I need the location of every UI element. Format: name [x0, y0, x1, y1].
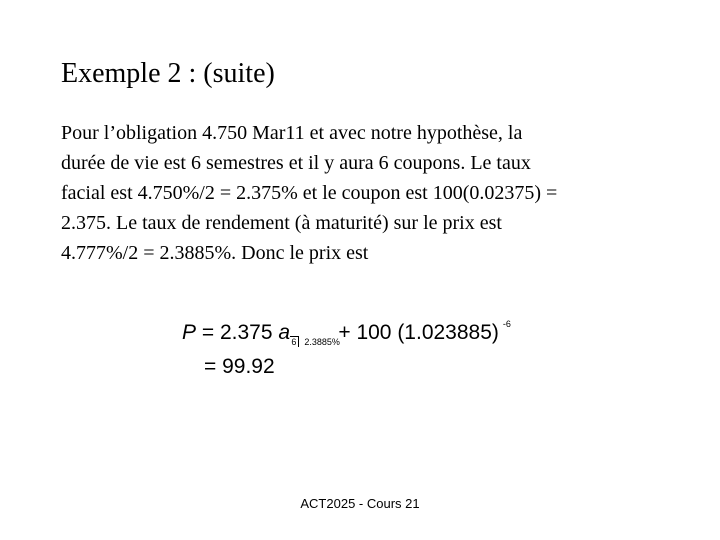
formula-coupon-term: = 2.375 [196, 321, 279, 344]
paragraph-line: durée de vie est 6 semestres et il y aura 6 coupons. Le taux [61, 152, 531, 174]
annuity-rate: 2.3885% [304, 337, 340, 347]
paragraph-line: facial est 4.750%/2 = 2.375% et le coupon est 100(0.02375) = [61, 182, 558, 204]
paragraph-line: 2.375. Le taux de rendement (à maturité) sur le prix est [61, 212, 502, 234]
formula-price-variable: P [182, 321, 197, 344]
footer-text: ACT2025 - Cours 21 [300, 496, 420, 511]
slide-title: Exemple 2 : (suite) [61, 58, 275, 89]
annuity-a: a [278, 321, 291, 344]
formula-redemption-term: + 100 (1.023885) [338, 321, 499, 344]
formula-result: = 99.92 [204, 355, 275, 378]
paragraph-line: 4.777%/2 = 2.3885%. Donc le prix est [61, 242, 369, 264]
annuity-symbol [278, 318, 338, 348]
formula-line-2 [204, 352, 275, 382]
slide-footer [0, 496, 720, 512]
price-formula [182, 318, 562, 388]
slide-paragraph [61, 118, 691, 268]
paragraph-line: Pour l’obligation 4.750 Mar11 et avec notre hypothèse, la [61, 122, 523, 144]
formula-exponent: -6 [502, 319, 511, 329]
formula-line-1 [182, 318, 511, 348]
annuity-term: 6 [290, 336, 299, 347]
